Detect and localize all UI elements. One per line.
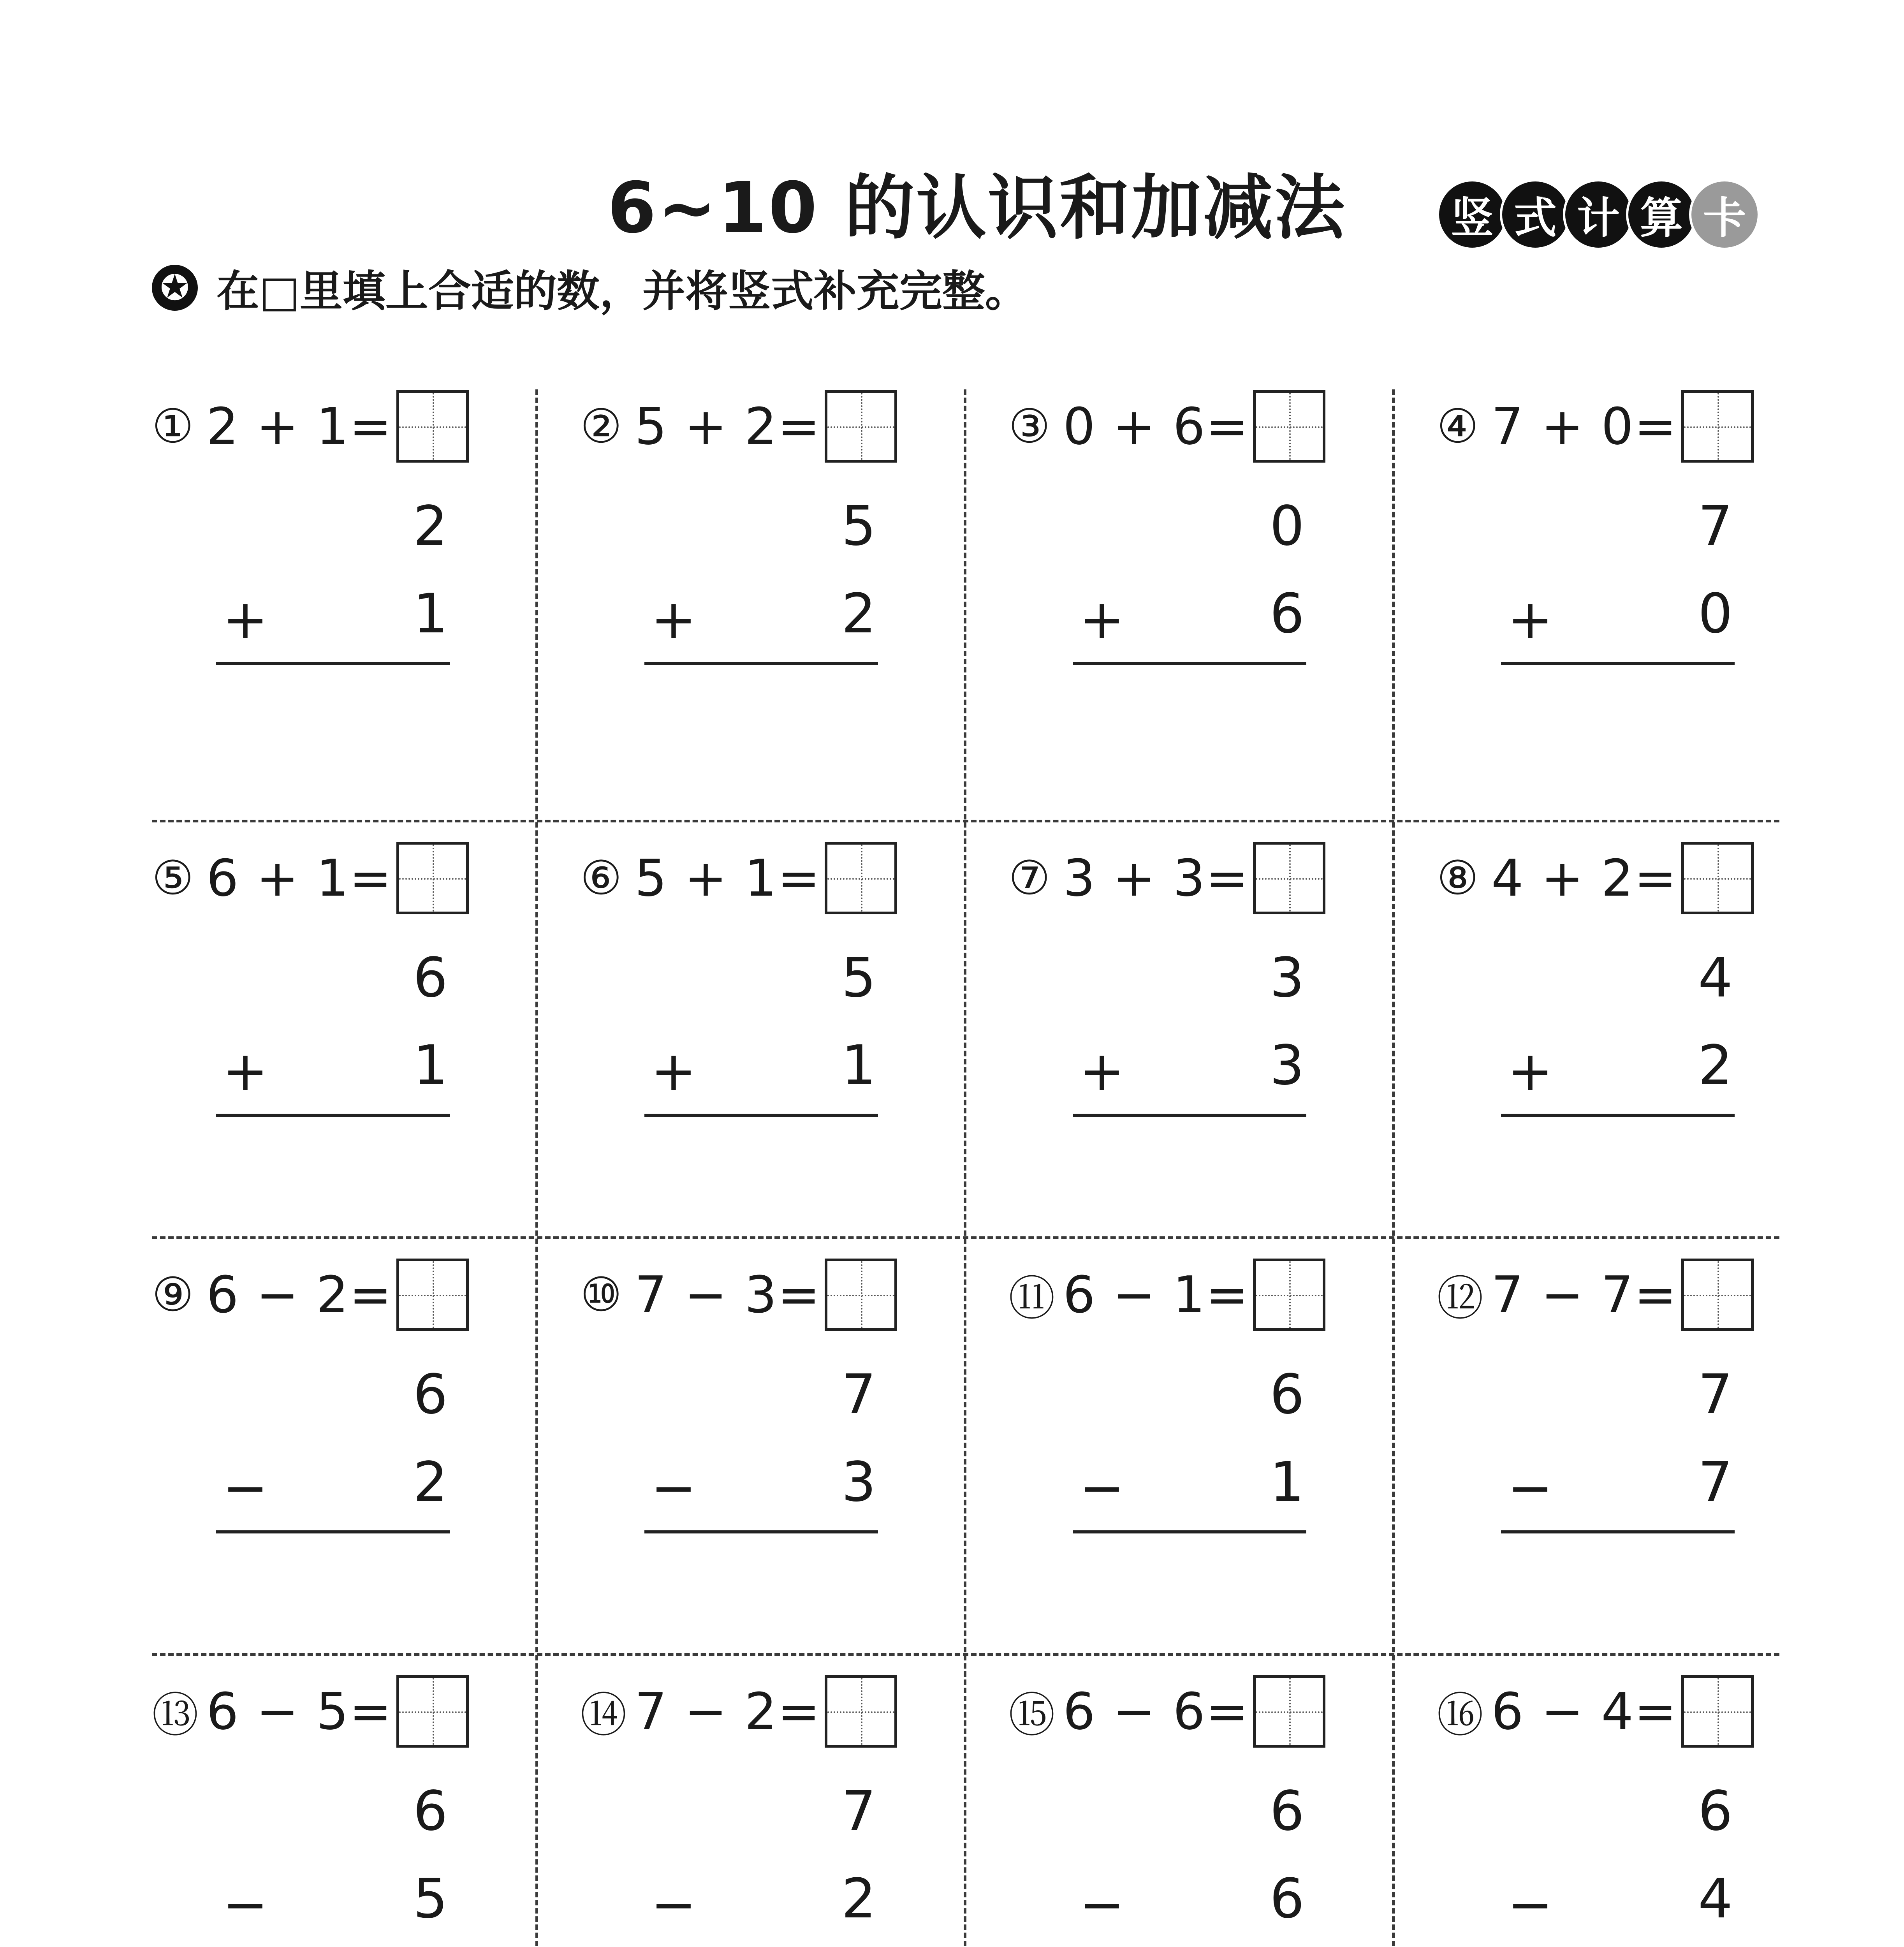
vertical-top-operand: 7 [841, 1780, 876, 1843]
vertical-top-operand: 6 [1269, 1780, 1304, 1843]
equation-text: 6 − 1= [1063, 1265, 1249, 1324]
badge-char: 式 [1500, 179, 1571, 250]
equation-text: 6 − 5= [206, 1682, 392, 1741]
vertical-top-operand: 2 [413, 495, 448, 558]
equation-text: 4 + 2= [1491, 849, 1677, 908]
answer-box[interactable] [396, 1675, 469, 1748]
page-title: 6~10 的认识和加减法 [607, 167, 1346, 249]
vertical-top-operand: 6 [1269, 1363, 1304, 1426]
vertical-result-line[interactable] [1073, 1114, 1306, 1117]
equation-row [1437, 389, 1754, 463]
answer-box[interactable] [1681, 1259, 1754, 1331]
vertical-bottom-operand: 1 [1269, 1451, 1304, 1514]
equation-row [1008, 389, 1325, 463]
answer-box[interactable] [1681, 1675, 1754, 1748]
problem-cell [1437, 1674, 1857, 1947]
section-badge [1437, 179, 1752, 250]
equation-text: 7 − 2= [635, 1682, 821, 1741]
problem-number: ⑨ [152, 1267, 194, 1322]
vertical-bottom-operand: 5 [413, 1867, 448, 1931]
answer-box[interactable] [825, 1259, 897, 1331]
equation-text: 6 + 1= [206, 849, 392, 908]
problem-number: ④ [1437, 399, 1479, 454]
equation-text: 3 + 3= [1063, 849, 1249, 908]
problem-cell [152, 389, 572, 779]
equation-text: 6 − 2= [206, 1265, 392, 1324]
problem-number: ⑭ [580, 1688, 627, 1743]
vertical-top-operand: 7 [1698, 1363, 1733, 1426]
answer-box[interactable] [1253, 842, 1325, 914]
vertical-bottom-operand: 1 [841, 1034, 876, 1097]
problem-number: ① [152, 399, 194, 454]
vertical-operator: − [1507, 1873, 1553, 1936]
problem-cell [1008, 1258, 1429, 1647]
vertical-result-line[interactable] [644, 662, 878, 665]
answer-box[interactable] [1681, 842, 1754, 914]
answer-box[interactable] [396, 1259, 469, 1331]
problem-cell [1437, 389, 1857, 779]
equation-text: 5 + 1= [635, 849, 821, 908]
problem-cell [580, 389, 1001, 779]
answer-box[interactable] [1253, 1259, 1325, 1331]
equation-row [1008, 1258, 1325, 1332]
equation-row [1437, 841, 1754, 915]
answer-box[interactable] [396, 390, 469, 463]
vertical-top-operand: 3 [1269, 946, 1304, 1010]
vertical-operator: − [1507, 1456, 1553, 1520]
problem-cell [580, 1674, 1001, 1947]
vertical-operator: + [1079, 588, 1125, 651]
problem-number: ⑬ [152, 1688, 199, 1743]
vertical-bottom-operand: 3 [1269, 1034, 1304, 1097]
vertical-top-operand: 7 [841, 1363, 876, 1426]
vertical-operator: − [222, 1456, 268, 1520]
problem-cell [152, 1258, 572, 1647]
vertical-result-line[interactable] [1073, 662, 1306, 665]
vertical-bottom-operand: 1 [413, 582, 448, 646]
vertical-result-line[interactable] [216, 1114, 450, 1117]
vertical-result-line[interactable] [644, 1530, 878, 1533]
equation-row [152, 841, 469, 915]
equation-text: 5 + 2= [635, 397, 821, 456]
vertical-result-line[interactable] [216, 1530, 450, 1533]
equation-text: 2 + 1= [206, 397, 392, 456]
problem-cell [1008, 389, 1429, 779]
vertical-bottom-operand: 2 [413, 1451, 448, 1514]
vertical-bottom-operand: 2 [1698, 1034, 1733, 1097]
equation-text: 6 − 4= [1491, 1682, 1677, 1741]
problem-number: ⑧ [1437, 851, 1479, 905]
equation-text: 7 + 0= [1491, 397, 1677, 456]
vertical-bottom-operand: 2 [841, 1867, 876, 1931]
vertical-operator: − [651, 1873, 697, 1936]
vertical-operator: − [651, 1456, 697, 1520]
equation-row [1437, 1258, 1754, 1332]
problem-number: ② [580, 399, 622, 454]
problem-number: ⑩ [580, 1267, 622, 1322]
problem-cell [152, 1674, 572, 1947]
vertical-top-operand: 5 [841, 495, 876, 558]
equation-row [580, 1258, 897, 1332]
vertical-top-operand: 7 [1698, 495, 1733, 558]
vertical-bottom-operand: 0 [1698, 582, 1733, 646]
answer-box[interactable] [1681, 390, 1754, 463]
equation-text: 7 − 7= [1491, 1265, 1677, 1324]
equation-row [152, 1258, 469, 1332]
problem-number: ⑯ [1437, 1688, 1483, 1743]
problem-number: ⑪ [1008, 1272, 1055, 1326]
badge-char: 竖 [1437, 179, 1508, 250]
answer-box[interactable] [396, 842, 469, 914]
answer-box[interactable] [1253, 1675, 1325, 1748]
problem-cell [1437, 841, 1857, 1231]
vertical-result-line[interactable] [216, 662, 450, 665]
equation-row [1008, 841, 1325, 915]
vertical-top-operand: 0 [1269, 495, 1304, 558]
problem-cell [1008, 841, 1429, 1231]
badge-char: 计 [1563, 179, 1634, 250]
instruction [152, 257, 1028, 319]
equation-row [152, 1674, 469, 1748]
equation-text: 6 − 6= [1063, 1682, 1249, 1741]
equation-row [1437, 1674, 1754, 1748]
star-icon: ✪ [152, 265, 198, 311]
problem-cell [580, 841, 1001, 1231]
problem-number: ⑦ [1008, 851, 1051, 905]
problem-cell [580, 1258, 1001, 1647]
problem-number: ⑤ [152, 851, 194, 905]
equation-text: 0 + 6= [1063, 397, 1249, 456]
equation-row [580, 1674, 897, 1748]
equation-row [1008, 1674, 1325, 1748]
vertical-operator: + [1079, 1040, 1125, 1103]
row-divider [152, 820, 1779, 822]
answer-box[interactable] [825, 1675, 897, 1748]
equation-text: 7 − 3= [635, 1265, 821, 1324]
vertical-operator: + [222, 588, 268, 651]
equation-row [580, 389, 897, 463]
answer-box[interactable] [825, 842, 897, 914]
vertical-operator: + [651, 1040, 697, 1103]
vertical-operator: − [1079, 1873, 1125, 1936]
row-divider [152, 1236, 1779, 1239]
vertical-result-line[interactable] [1501, 1530, 1735, 1533]
equation-row [580, 841, 897, 915]
problem-cell [152, 841, 572, 1231]
vertical-operator: + [1507, 588, 1553, 651]
vertical-top-operand: 6 [413, 1780, 448, 1843]
vertical-bottom-operand: 1 [413, 1034, 448, 1097]
vertical-bottom-operand: 7 [1698, 1451, 1733, 1514]
vertical-operator: − [222, 1873, 268, 1936]
vertical-operator: + [222, 1040, 268, 1103]
problem-number: ⑮ [1008, 1688, 1055, 1743]
vertical-bottom-operand: 2 [841, 582, 876, 646]
vertical-operator: + [651, 588, 697, 651]
vertical-result-line[interactable] [1073, 1530, 1306, 1533]
badge-char: 卡 [1689, 179, 1760, 250]
answer-box[interactable] [825, 390, 897, 463]
vertical-result-line[interactable] [644, 1114, 878, 1117]
vertical-operator: − [1079, 1456, 1125, 1520]
problem-cell [1008, 1674, 1429, 1947]
vertical-top-operand: 5 [841, 946, 876, 1010]
answer-box[interactable] [1253, 390, 1325, 463]
vertical-top-operand: 6 [413, 1363, 448, 1426]
vertical-operator: + [1507, 1040, 1553, 1103]
problem-cell [1437, 1258, 1857, 1647]
vertical-result-line[interactable] [1501, 1114, 1735, 1117]
vertical-bottom-operand: 3 [841, 1451, 876, 1514]
vertical-bottom-operand: 6 [1269, 582, 1304, 646]
problem-number: ⑥ [580, 851, 622, 905]
instruction-text: 在□里填上合适的数，并将竖式补充完整。 [216, 266, 1028, 316]
row-divider [152, 1653, 1779, 1656]
equation-row [152, 389, 469, 463]
vertical-bottom-operand: 4 [1698, 1867, 1733, 1931]
problem-number: ⑫ [1437, 1272, 1483, 1326]
problem-number: ③ [1008, 399, 1051, 454]
vertical-top-operand: 6 [1698, 1780, 1733, 1843]
vertical-top-operand: 6 [413, 946, 448, 1010]
vertical-result-line[interactable] [1501, 662, 1735, 665]
vertical-top-operand: 4 [1698, 946, 1733, 1010]
badge-char: 算 [1626, 179, 1697, 250]
vertical-bottom-operand: 6 [1269, 1867, 1304, 1931]
